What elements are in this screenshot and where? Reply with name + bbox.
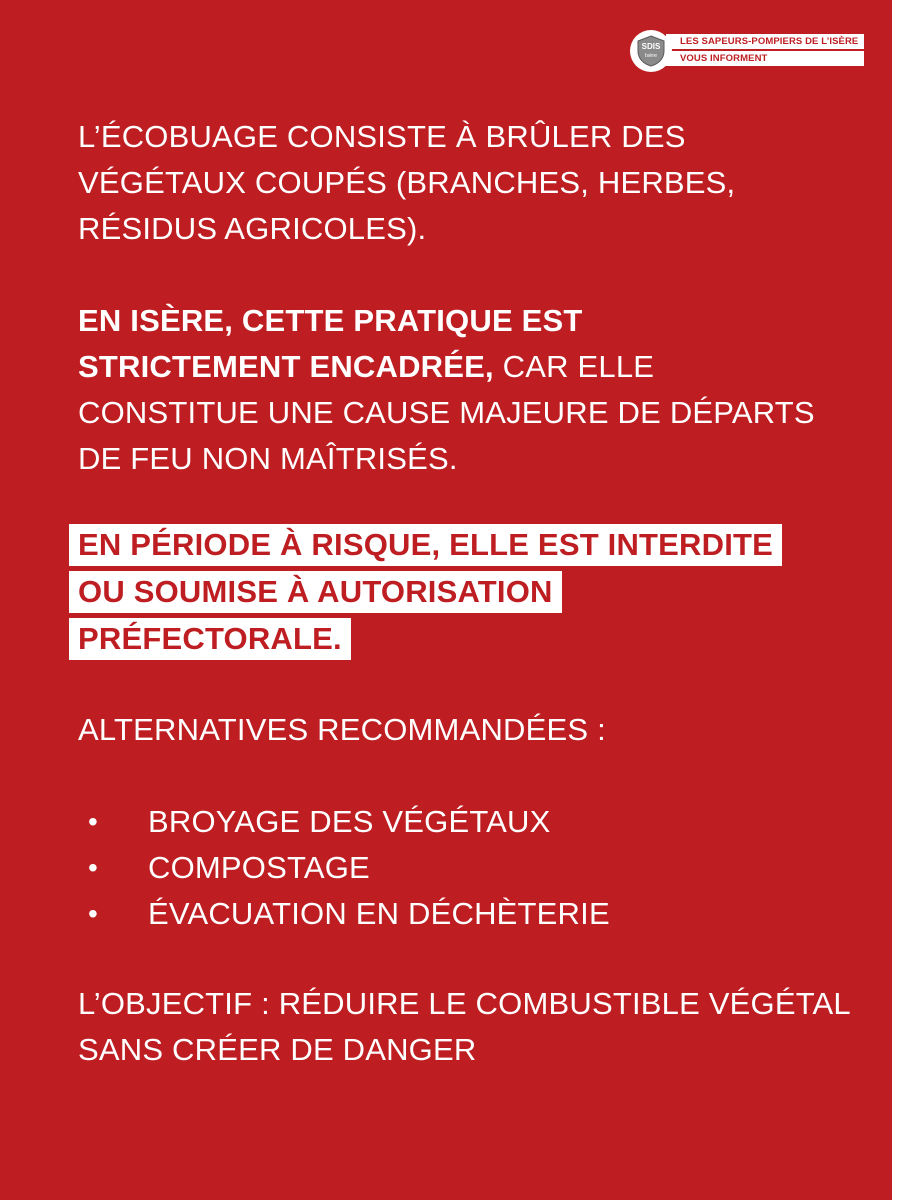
alternatives-list <box>78 799 868 937</box>
list-item-label: ÉVACUATION EN DÉCHÈTERIE <box>148 896 610 931</box>
list-item <box>78 845 868 891</box>
regulation-bold-line-2: STRICTEMENT ENCADRÉE, <box>78 349 494 384</box>
bullet-icon: • <box>88 898 99 929</box>
badge-line-1: LES SAPEURS-POMPIERS DE L’ISÈRE <box>666 34 864 49</box>
logo-text-bottom: Isère <box>644 53 658 59</box>
intro-line: VÉGÉTAUX COUPÉS (BRANCHES, HERBES, <box>78 165 736 200</box>
badge-text <box>666 34 864 68</box>
list-item <box>78 799 868 845</box>
regulation-line-3: CONSTITUE UNE CAUSE MAJEURE DE DÉPARTS <box>78 395 815 430</box>
warning-line: EN PÉRIODE À RISQUE, ELLE EST INTERDITE <box>69 524 782 566</box>
regulation-normal-line-2: CAR ELLE <box>493 349 655 384</box>
intro-line: RÉSIDUS AGRICOLES). <box>78 211 427 246</box>
shield-icon <box>634 34 668 68</box>
sdis-badge <box>630 30 864 72</box>
alternatives-heading: ALTERNATIVES RECOMMANDÉES : <box>78 712 606 747</box>
sdis-isere-logo <box>630 30 672 72</box>
list-item <box>78 891 868 937</box>
objective-paragraph <box>78 981 868 1073</box>
logo-text-top: SDIS <box>641 42 661 51</box>
intro-paragraph <box>78 114 868 252</box>
objective-line: L’OBJECTIF : RÉDUIRE LE COMBUSTIBLE VÉGÉTAL <box>78 986 851 1021</box>
regulation-bold-line-1: EN ISÈRE, CETTE PRATIQUE EST <box>78 303 583 338</box>
poster-content <box>78 114 868 1073</box>
right-edge-strip <box>892 0 900 1200</box>
regulation-paragraph <box>78 298 868 482</box>
bullet-icon: • <box>88 852 99 883</box>
badge-line-2: VOUS INFORMENT <box>666 51 864 66</box>
regulation-line-4: DE FEU NON MAÎTRISÉS. <box>78 441 458 476</box>
bullet-icon: • <box>88 806 99 837</box>
warning-highlight <box>69 522 868 663</box>
intro-line: L’ÉCOBUAGE CONSISTE À BRÛLER DES <box>78 119 686 154</box>
warning-line: PRÉFECTORALE. <box>69 618 351 660</box>
list-item-label: COMPOSTAGE <box>148 850 370 885</box>
list-item-label: BROYAGE DES VÉGÉTAUX <box>148 804 551 839</box>
warning-line: OU SOUMISE À AUTORISATION <box>69 571 562 613</box>
regulation-line-2 <box>78 344 868 390</box>
objective-line: SANS CRÉER DE DANGER <box>78 1032 477 1067</box>
